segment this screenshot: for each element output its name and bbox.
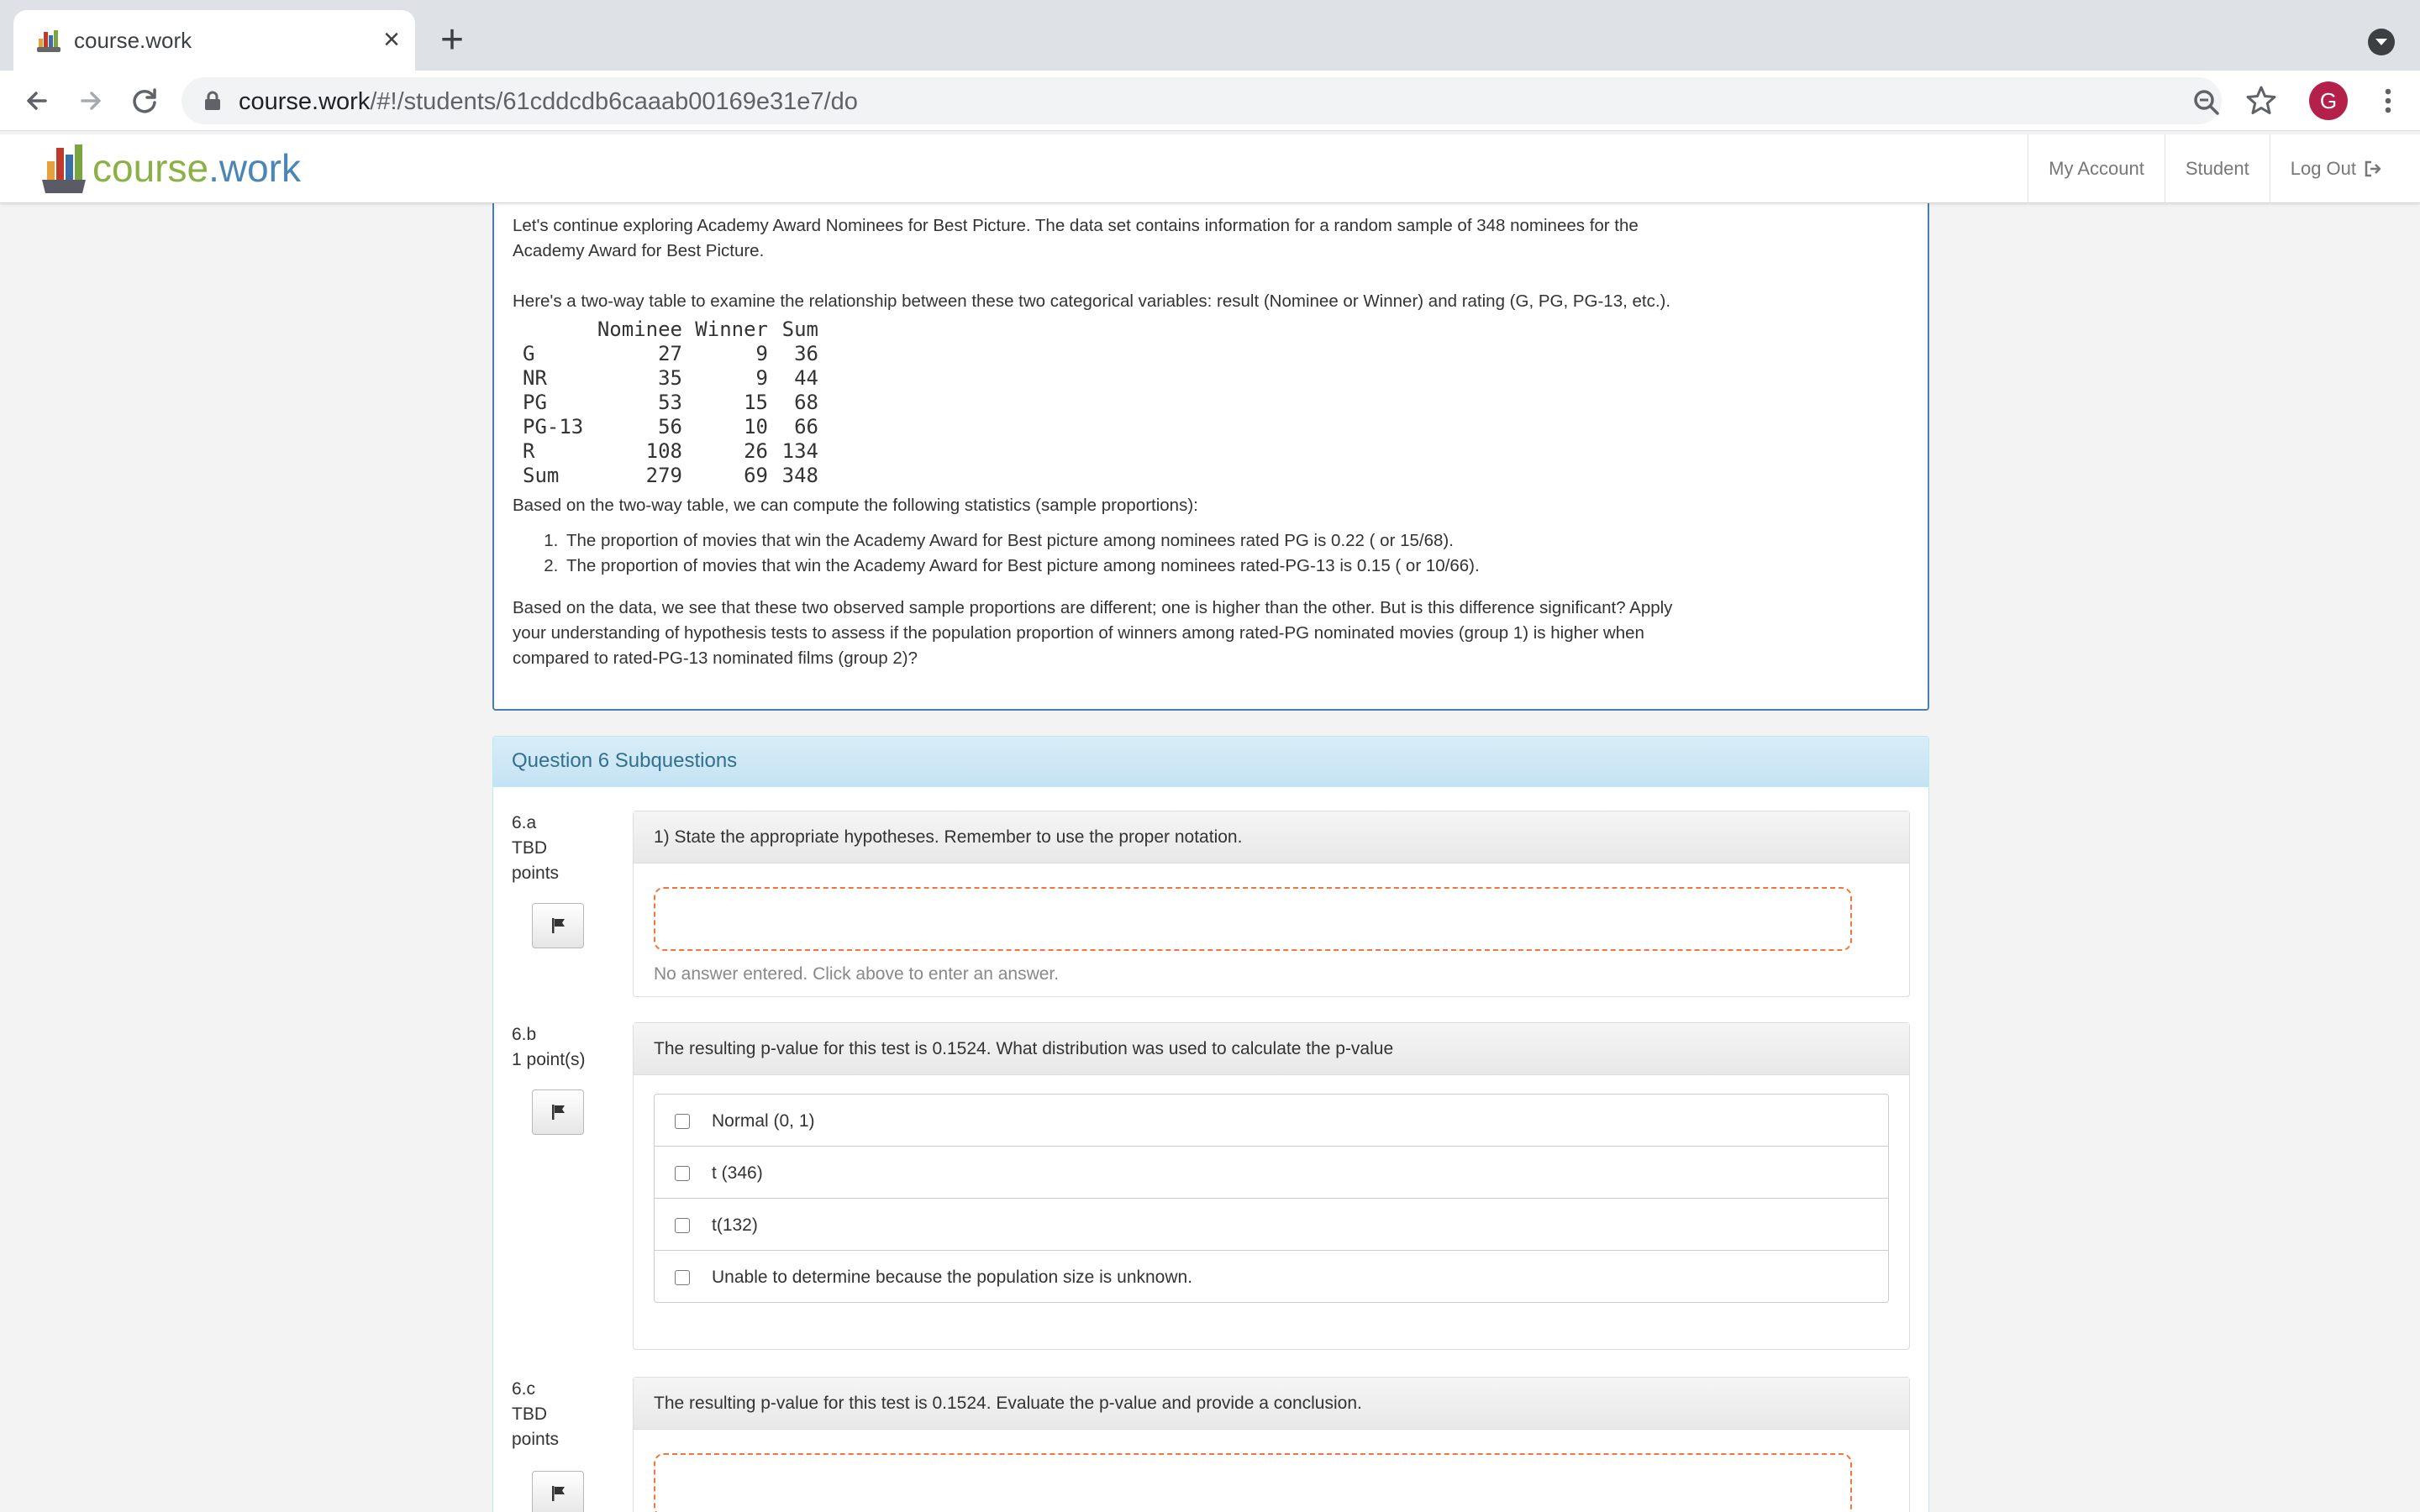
table-row — [513, 366, 1909, 391]
subquestion-text: 1) State the appropriate hypotheses. Remember to use the proper notation. — [634, 811, 1909, 864]
table-cell: 9 — [755, 366, 768, 390]
table-cell: G — [523, 342, 535, 365]
browser-menu-icon[interactable] — [2371, 84, 2405, 118]
table-cell: 27 — [658, 342, 682, 365]
answer-option[interactable] — [654, 1094, 1889, 1147]
stats-item: 1. The proportion of movies that win the Academy Award for Best picture among nominees rated PG is 0.22 ( or 15/68). — [563, 528, 1909, 554]
table-row — [513, 342, 1909, 366]
table-cell: Sum — [523, 464, 560, 487]
tab-close-icon[interactable]: × — [383, 24, 400, 55]
forward-arrow-icon[interactable] — [72, 82, 109, 119]
subquestions-heading: Question 6 Subquestions — [493, 737, 1928, 787]
table-header-row — [513, 318, 1909, 342]
profile-avatar[interactable]: G — [2309, 81, 2348, 120]
url-text[interactable] — [239, 87, 858, 116]
course-work-favicon-icon — [35, 27, 62, 54]
subquestions-panel — [492, 736, 1929, 1512]
subquestion-points: 1 point(s) — [512, 1050, 586, 1069]
table-cell: 9 — [755, 342, 768, 365]
subquestion-text: The resulting p-value for this test is 0.1524. What distribution was used to calculate the p-value — [634, 1023, 1909, 1075]
nav-my-account[interactable]: My Account — [2028, 134, 2165, 203]
table-cell: Nominee — [597, 318, 682, 341]
question-prompt-panel — [492, 203, 1929, 711]
prompt-stats-list — [563, 528, 1909, 579]
option-checkbox[interactable] — [675, 1166, 690, 1181]
subquestion-id: 6.c — [512, 1379, 536, 1399]
tab-title: course.work — [74, 28, 192, 53]
table-cell: Winner — [695, 318, 768, 341]
table-cell: 35 — [658, 366, 682, 390]
subquestion-box — [633, 811, 1910, 997]
subquestion-points-unit: points — [512, 1430, 560, 1449]
flag-icon — [550, 1485, 567, 1502]
table-cell: 56 — [658, 415, 682, 438]
browser-tabstrip — [0, 0, 2420, 71]
tab-search-dropdown-icon[interactable] — [2368, 29, 2395, 55]
table-cell: 68 — [794, 391, 818, 414]
log-out-icon — [2363, 160, 2383, 178]
answer-input-box[interactable] — [654, 887, 1852, 951]
nav-log-out-label: Log Out — [2290, 158, 2356, 179]
subquestion-meta — [512, 1377, 613, 1452]
table-cell: NR — [523, 366, 547, 390]
course-work-logo-icon[interactable] — [40, 143, 87, 195]
subquestion-text: The resulting p-value for this test is 0.1524. Evaluate the p-value and provide a conclusion. — [634, 1378, 1909, 1430]
option-label: Unable to determine because the population size is unknown. — [712, 1268, 1193, 1287]
table-cell: 279 — [645, 464, 682, 487]
prompt-intro: Let's continue exploring Academy Award Nominees for Best Picture. The data set contains information for a random sample of 348 nominees for the Academy Award for Best Picture. — [513, 216, 1639, 260]
course-work-logo-text[interactable] — [92, 146, 301, 190]
table-cell: 134 — [781, 439, 818, 463]
back-arrow-icon[interactable] — [18, 82, 55, 119]
nav-log-out[interactable] — [2270, 134, 2420, 203]
flag-button[interactable] — [532, 903, 584, 948]
answer-input-box[interactable] — [654, 1453, 1852, 1512]
flag-button[interactable] — [532, 1089, 584, 1135]
table-cell: 348 — [781, 464, 818, 487]
lock-icon[interactable] — [203, 91, 222, 111]
table-row — [513, 391, 1909, 415]
table-row — [513, 415, 1909, 439]
table-cell: 108 — [645, 439, 682, 463]
prompt-stats-intro: Based on the two-way table, we can compute the following statistics (sample proportions): — [513, 496, 1198, 515]
subquestion-meta — [512, 1022, 613, 1073]
url-host: course.work — [239, 88, 371, 115]
site-navbar — [0, 134, 2420, 203]
zoom-magnifier-icon[interactable] — [2190, 86, 2223, 119]
table-cell: 53 — [658, 391, 682, 414]
subquestion-points: TBD — [512, 838, 547, 858]
flag-button[interactable] — [532, 1471, 584, 1512]
answer-option[interactable] — [654, 1198, 1889, 1251]
table-cell: Sum — [781, 318, 818, 341]
option-checkbox[interactable] — [675, 1218, 690, 1233]
browser-toolbar — [0, 71, 2420, 131]
subquestion-box — [633, 1022, 1910, 1350]
table-cell: 10 — [744, 415, 768, 438]
logo-text-work: .work — [208, 146, 301, 190]
answer-option[interactable] — [654, 1146, 1889, 1199]
table-cell: 66 — [794, 415, 818, 438]
logo-text-course: course — [92, 146, 209, 190]
site-nav-links — [2028, 134, 2420, 203]
no-answer-hint: No answer entered. Click above to enter an answer. — [654, 964, 1060, 984]
option-checkbox[interactable] — [675, 1270, 690, 1285]
prompt-closing: Based on the data, we see that these two observed sample proportions are different; one is higher than the other. But is this difference significant? Apply your understanding of hypothesis tests to assess if the population proportion of winners among rated-PG nominated movies (group 1) is higher when compared to rated-PG-13 nominated films (group 2)? — [513, 598, 1673, 668]
address-bar[interactable] — [182, 77, 2222, 124]
subquestion-points: TBD — [512, 1404, 547, 1424]
subquestion-id: 6.a — [512, 813, 537, 832]
table-cell: 36 — [794, 342, 818, 365]
subquestion-box — [633, 1377, 1910, 1512]
two-way-table — [513, 318, 1909, 488]
option-label: t (346) — [712, 1163, 763, 1183]
nav-student[interactable]: Student — [2165, 134, 2270, 203]
option-checkbox[interactable] — [675, 1114, 690, 1129]
table-cell: PG-13 — [523, 415, 584, 438]
stats-item: 2. The proportion of movies that win the Academy Award for Best picture among nominees rated-PG-13 is 0.15 ( or 10/66). — [563, 554, 1909, 579]
table-row — [513, 439, 1909, 464]
subquestion-meta — [512, 811, 613, 886]
table-cell: R — [523, 439, 535, 463]
table-cell: 69 — [744, 464, 768, 487]
table-cell: 26 — [744, 439, 768, 463]
option-label: t(132) — [712, 1215, 758, 1235]
browser-tab-active[interactable] — [13, 10, 415, 71]
subquestion-id: 6.b — [512, 1025, 537, 1044]
flag-icon — [550, 1104, 567, 1121]
option-label: Normal (0, 1) — [712, 1111, 815, 1131]
subquestion-points-unit: points — [512, 864, 560, 883]
table-cell: 44 — [794, 366, 818, 390]
url-path: /#!/students/61cddcdb6caaab00169e31e7/do — [370, 88, 858, 115]
prompt-table-intro: Here's a two-way table to examine the relationship between these two categorical variables: result (Nominee or Winner) and rating (G, PG, PG-13, etc.). — [513, 291, 1671, 311]
flag-icon — [550, 917, 567, 934]
new-tab-plus-icon[interactable]: + — [439, 18, 465, 62]
reload-icon[interactable] — [126, 82, 163, 119]
answer-option[interactable] — [654, 1250, 1889, 1303]
table-row — [513, 464, 1909, 488]
table-cell — [513, 318, 581, 342]
table-cell: 15 — [744, 391, 768, 414]
answer-options — [654, 1094, 1889, 1303]
table-cell: PG — [523, 391, 547, 414]
bookmark-star-icon[interactable] — [2244, 83, 2279, 118]
